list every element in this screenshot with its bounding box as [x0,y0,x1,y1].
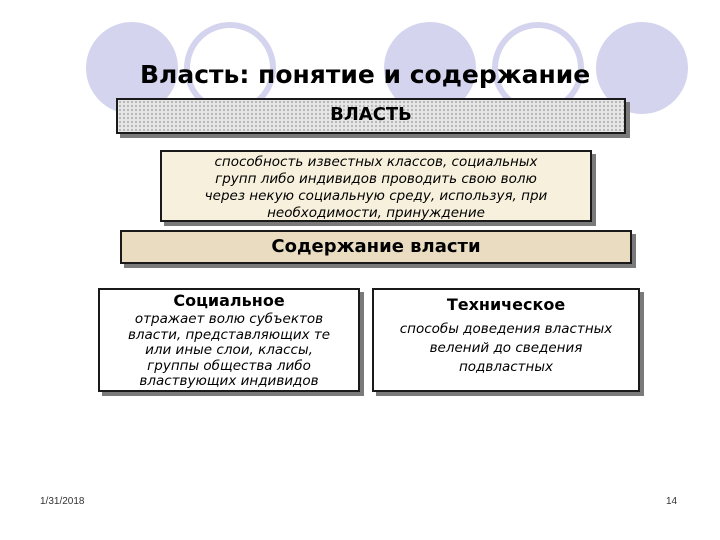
technical-line-2: велений до сведения [429,340,583,356]
footer-date: 1/31/2018 [40,496,85,507]
definition-line-1: способность известных классов, социальных [214,154,538,170]
social-line-2: власти, представляющих те [127,326,331,343]
footer-page-number: 14 [666,496,678,507]
definition-line-4: необходимости, принуждение [267,205,485,221]
technical-heading: Техническое [446,295,566,314]
technical-line-3: подвластных [458,359,554,375]
social-heading: Социальное [173,291,285,310]
technical-box [372,288,640,392]
power-heading: ВЛАСТЬ [330,104,412,125]
content-heading: Содержание власти [271,236,481,257]
content-box [120,230,632,264]
definition-box [160,150,592,222]
social-line-4: группы общества либо [147,357,311,374]
social-line-1: отражает волю субъектов [134,311,324,327]
definition-line-3: через некую социальную среду, используя, при [204,188,548,204]
definition-line-2: групп либо индивидов проводить свою волю [215,171,537,187]
technical-line-1: способы доведения властных [399,321,613,337]
power-box [116,98,626,134]
social-box [98,288,360,392]
social-line-3: или иные слои, классы, [145,342,313,358]
social-line-5: властвующих индивидов [139,373,319,389]
slide-title: Власть: понятие и содержание [140,60,591,89]
